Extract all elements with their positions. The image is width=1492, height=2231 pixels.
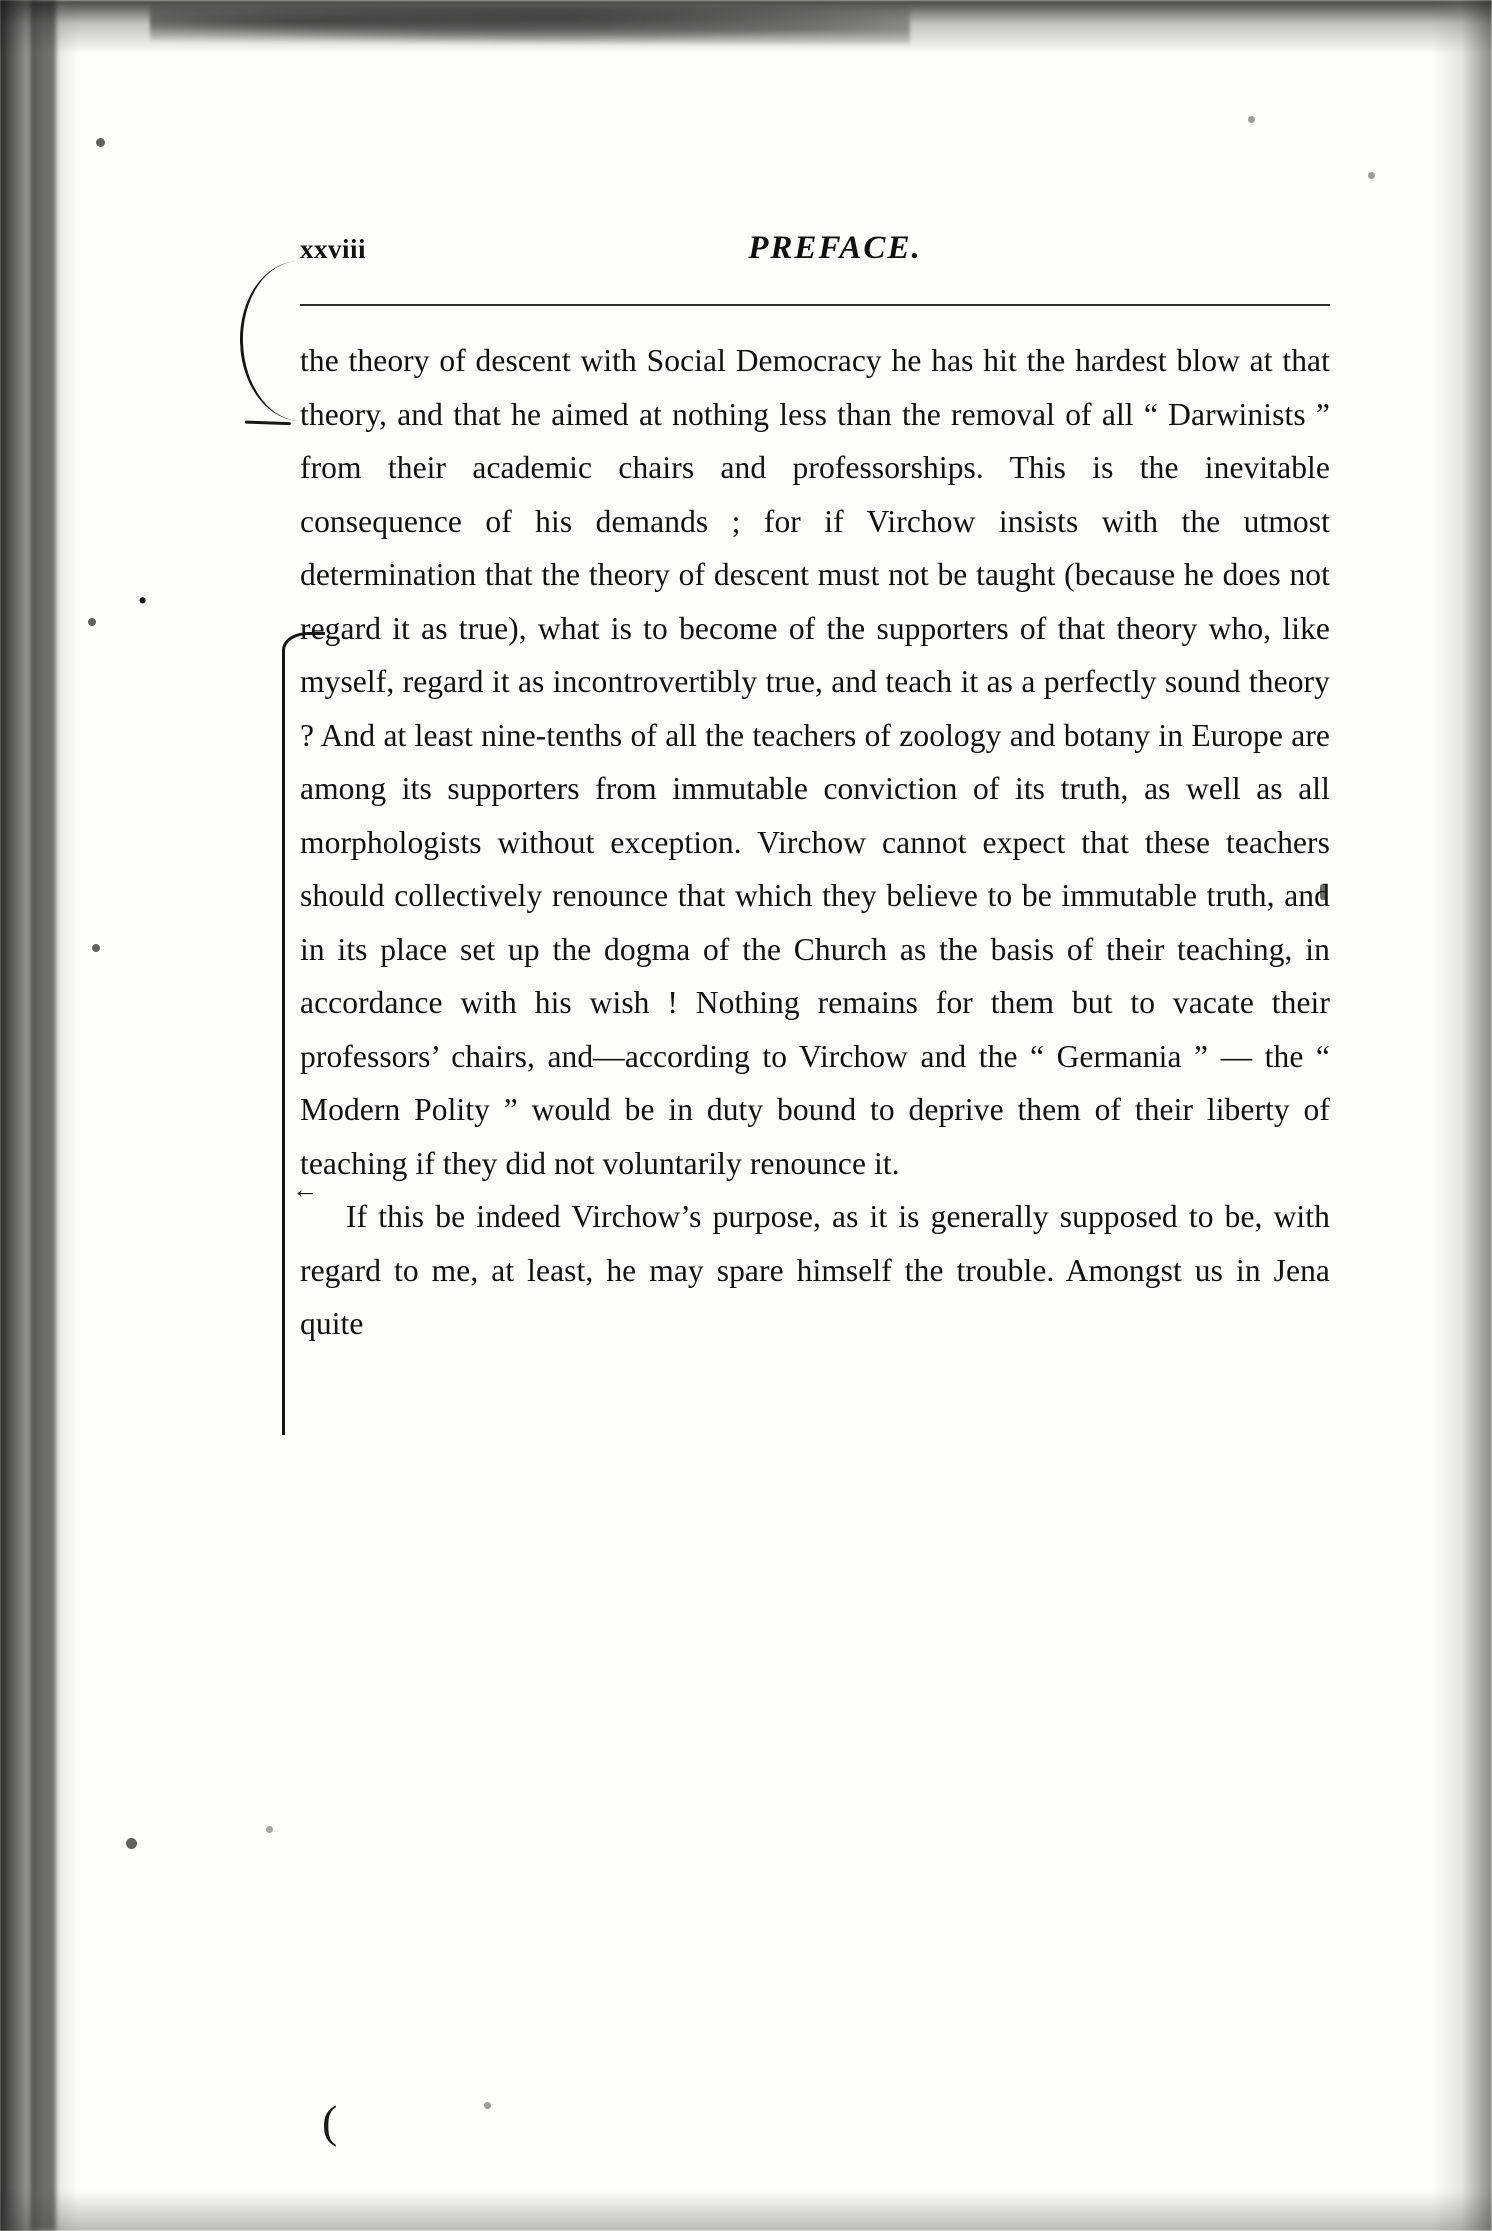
scan-speck <box>126 1838 137 1849</box>
margin-arrow-icon: ← <box>292 1175 318 1204</box>
page-header <box>300 230 1330 288</box>
scan-speck <box>1248 116 1255 123</box>
scan-edge-left-dark <box>30 0 56 2231</box>
margin-paren-icon: ( <box>322 2096 338 2147</box>
header-rule <box>300 304 1330 306</box>
scan-speck <box>266 1826 273 1833</box>
scan-speck <box>484 2102 491 2109</box>
page-number: xxviii <box>300 234 367 264</box>
scan-speck <box>96 138 105 147</box>
scan-edge-right <box>1432 0 1492 2231</box>
scan-speckle-top <box>150 6 910 44</box>
paragraph: the theory of descent with Social Democracy he has hit the hardest blow at that theory, and that he aimed at nothing less than the removal of all “ Darwinists ” from their academic chairs and professorships. This is the inevitable consequence of his demands ; for if Virchow insists with the utmost determination that the theory of descent must not be taught (because he does not regard it as true), what is to become of the supporters of that theory who, like myself, regard it as incontrovertibly true, and teach it as a perfectly sound theory ? And at least nine-tenths of all the teachers of zoology and botany in Europe are among its supporters from immutable conviction of its truth, as well as all morphologists without exception. Virchow cannot expect that these teachers should collectively renounce that which they believe to be immutable truth, and in its place set up the dogma of the Church as the basis of their teaching, in accordance with his wish ! Nothing remains for them but to vacate their professors’ chairs, and—according to Virchow and the “ Germania ” — the “ Modern Polity ” would be in duty bound to deprive them of their liberty of teaching if they did not voluntarily renounce it. <box>300 343 1330 1181</box>
paragraph: If this be indeed Virchow’s purpose, as it is generally supposed to be, with regard to me, at least, he may spare himself the trouble. Amongst us in Jena quite <box>300 1199 1330 1341</box>
margin-tick-icon: • <box>136 585 150 616</box>
scan-edge-bottom <box>0 2191 1492 2231</box>
scan-speck <box>1368 172 1375 179</box>
text-block <box>300 230 1330 1351</box>
running-head: PREFACE. <box>748 230 922 266</box>
scan-speck <box>88 618 96 626</box>
scan-speck <box>92 944 100 952</box>
